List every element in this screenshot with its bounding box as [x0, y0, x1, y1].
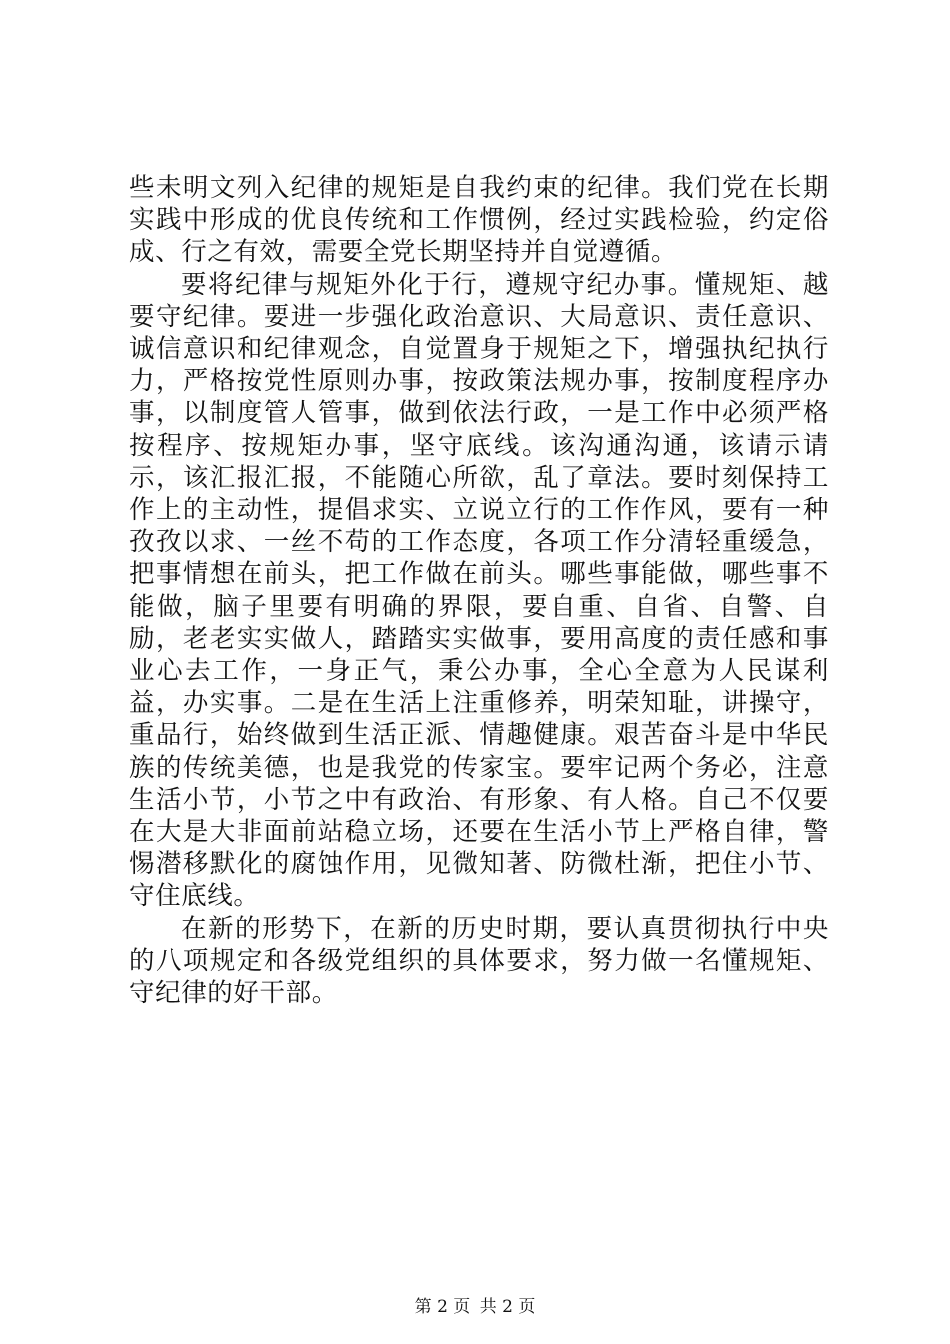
page-total: 共 2 页	[479, 1297, 536, 1317]
page-number: 第 2 页	[414, 1297, 471, 1317]
page-footer	[0, 1297, 950, 1317]
paragraph-conclusion: 在新的形势下，在新的历史时期，要认真贯彻执行中央的八项规定和各级党组织的具体要求，努力做一名懂规矩、守纪律的好干部。	[129, 913, 829, 1009]
paragraph-discipline-practice: 要将纪律与规矩外化于行，遵规守纪办事。懂规矩、越要守纪律。要进一步强化政治意识、大局意识、责任意识、诚信意识和纪律观念，自觉置身于规矩之下，增强执纪执行力，严格按党性原则办事，按政策法规办事，按制度程序办事，以制度管人管事，做到依法行政，一是工作中必须严格按程序、按规矩办事，坚守底线。该沟通沟通，该请示请示，该汇报汇报，不能随心所欲，乱了章法。要时刻保持工作上的主动性，提倡求实、立说立行的工作作风，要有一种孜孜以求、一丝不苟的工作态度，各项工作分清轻重缓急，把事情想在前头，把工作做在前头。哪些事能做，哪些事不能做，脑子里要有明确的界限，要自重、自省、自警、自励，老老实实做人，踏踏实实做事，要用高度的责任感和事业心去工作，一身正气，秉公办事，全心全意为人民谋利益，办实事。二是在生活上注重修养，明荣知耻，讲操守，重品行，始终做到生活正派、情趣健康。艰苦奋斗是中华民族的传统美德，也是我党的传家宝。要牢记两个务必，注意生活小节，小节之中有政治、有形象、有人格。自己不仅要在大是大非面前站稳立场，还要在生活小节上严格自律，警惕潜移默化的腐蚀作用，见微知著、防微杜渐，把住小节、守住底线。	[129, 269, 829, 912]
document-body	[129, 172, 829, 1009]
paragraph-continuation: 些未明文列入纪律的规矩是自我约束的纪律。我们党在长期实践中形成的优良传统和工作惯例，经过实践检验，约定俗成、行之有效，需要全党长期坚持并自觉遵循。	[129, 173, 829, 268]
